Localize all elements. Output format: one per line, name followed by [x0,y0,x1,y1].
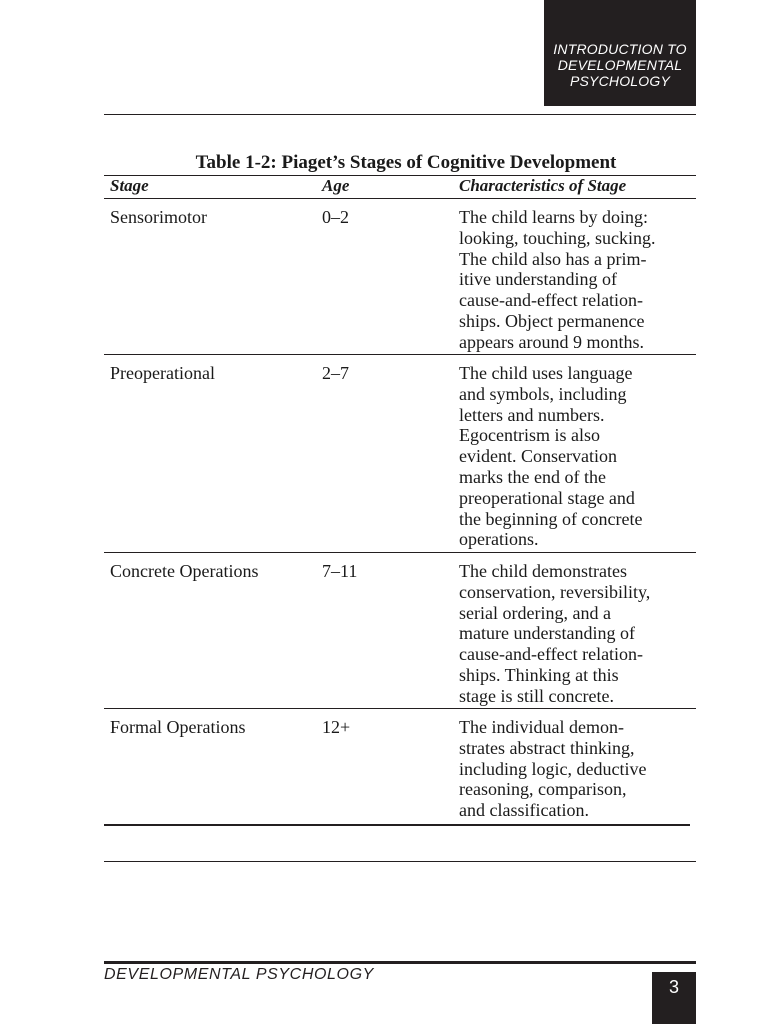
characteristics-cell [459,355,695,550]
characteristics-line: The child also has a prim- [459,248,647,269]
characteristics-cell [459,709,695,821]
characteristics-line: ships. Thinking at this [459,664,619,685]
stage-cell: Concrete Operations [110,561,259,581]
characteristics-line: Egocentrism is also [459,425,600,446]
characteristics-line: operations. [459,529,539,550]
characteristics-line: cause-and-effect relation- [459,290,644,311]
table-row [104,709,690,826]
characteristics-line: serial ordering, and a [459,602,611,623]
chapter-line: INTRODUCTION TO [553,41,687,57]
characteristics-line: mature understanding of [459,623,635,644]
footer-title: DEVELOPMENTAL PSYCHOLOGY [104,966,374,983]
chapter-line: PSYCHOLOGY [569,73,671,89]
content-bottom-rule [104,861,696,862]
characteristics-line: The child learns by doing: [459,207,648,227]
age-cell: 7–11 [322,561,358,581]
characteristics-line: appears around 9 months. [459,331,644,352]
characteristics-line: and classification. [459,800,589,821]
characteristics-cell [459,553,695,707]
page-number: 3 [652,972,696,1024]
chapter-tab [544,0,696,106]
characteristics-line: stage is still concrete. [459,685,614,706]
table-header-row [104,175,696,199]
characteristics-line: looking, touching, sucking. [459,227,656,248]
age-cell: 0–2 [322,207,349,227]
characteristics-line: The individual demon- [459,717,624,737]
header-rule [104,114,696,115]
header-stage: Stage [110,176,149,195]
characteristics-line: the beginning of concrete [459,508,643,529]
characteristics-line: reasoning, comparison, [459,779,627,800]
characteristics-line: ships. Object permanence [459,310,645,331]
header-characteristics: Characteristics of Stage [459,176,627,195]
stage-cell: Sensorimotor [110,207,207,227]
characteristics-line: strates abstract thinking, [459,737,635,758]
characteristics-cell [459,199,695,353]
characteristics-line: preoperational stage and [459,487,635,508]
stages-table [104,175,696,826]
characteristics-line: itive understanding of [459,269,617,290]
table-row [104,553,696,709]
characteristics-line: letters and numbers. [459,404,605,425]
stage-cell: Preoperational [110,363,215,383]
characteristics-line: The child demonstrates [459,561,627,581]
footer-rule [104,961,696,964]
stage-cell: Formal Operations [110,717,246,737]
characteristics-line: including logic, deductive [459,758,647,779]
characteristics-line: marks the end of the [459,466,606,487]
header-age: Age [322,176,350,195]
age-cell: 2–7 [322,363,349,383]
table-row [104,199,696,355]
characteristics-line: evident. Conservation [459,446,617,467]
characteristics-line: conservation, reversibility, [459,581,651,602]
table-row [104,355,696,553]
characteristics-line: The child uses language [459,363,633,383]
characteristics-line: and symbols, including [459,383,627,404]
characteristics-line: cause-and-effect relation- [459,644,644,665]
table-title: Table 1-2: Piaget’s Stages of Cognitive Development [195,152,617,173]
chapter-line: DEVELOPMENTAL [557,57,683,73]
age-cell: 12+ [322,717,351,737]
